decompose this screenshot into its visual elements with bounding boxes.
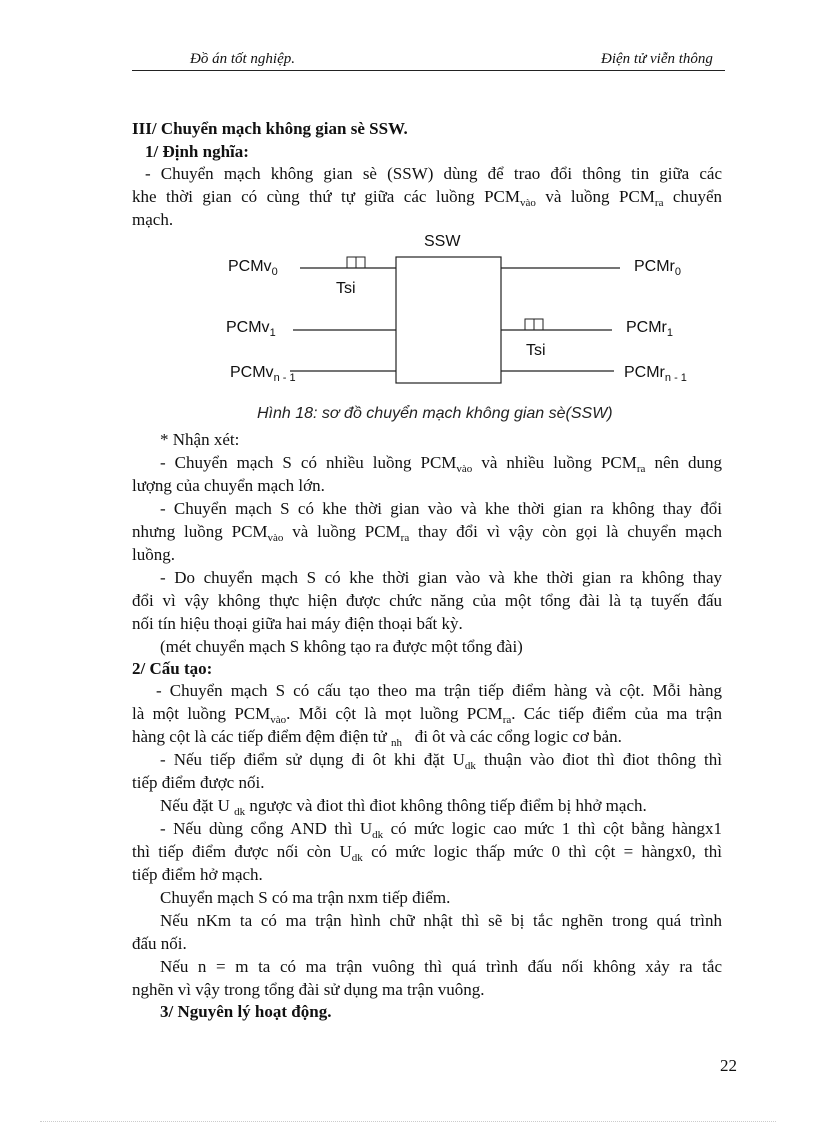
structure-line-3: hàng cột là các tiếp điểm đệm điện tử $_{nh}$ đi ôt và các cổng logic cơ bản.: [132, 727, 622, 749]
pcmr0-label: PCMr$_0$: [634, 258, 682, 278]
remark1-line-1: - Chuyển mạch S có nhiều luồng $PCM_{vào}$ và nhiều luồng $PCM_{ra}$ nên dung: [160, 453, 723, 475]
subsection-definition: 1/ Định nghĩa:: [145, 142, 249, 161]
ssw-block: [396, 257, 501, 383]
section-title: III/ Chuyển mạch không gian sè SSW.: [132, 119, 408, 138]
remark2-line-3: luồng.: [132, 545, 175, 564]
subsection-structure: 2/ Cấu tạo:: [132, 659, 213, 678]
page-number: 22: [720, 1056, 737, 1075]
timeslot-marker-output: [525, 319, 543, 330]
pcmvn-label: PCMv$_{n - 1}$: [230, 364, 296, 384]
page-bottom-rule: [40, 1121, 776, 1122]
header-left: Đồ án tốt nghiệp.: [190, 51, 295, 67]
subsection-operation: 3/ Nguyên lý hoạt động.: [160, 1002, 332, 1021]
structure-line-12: đấu nối.: [132, 934, 187, 953]
structure-line-2: là một luồng $PCM_{vào}$. Mỗi cột là mọt luồng $PCM_{ra}$. Các tiếp điểm của ma trận: [132, 704, 722, 726]
figure-caption: Hình 18: sơ đồ chuyển mạch không gian sè(SSW): [257, 405, 613, 422]
pcmr1-label: PCMr$_1$: [626, 319, 674, 339]
structure-line-10: Chuyển mạch S có ma trận nxm tiếp điểm.: [160, 888, 451, 907]
structure-line-5: tiếp điểm được nối.: [132, 773, 265, 792]
remark3-line-2: đổi vì vậy không thực hiện được chức năng của một tổng đài là tạ tuyến đấu: [132, 591, 722, 610]
structure-line-7: - Nếu dùng cổng AND thì $U_{dk}$ có mức logic cao mức 1 thì cột bằng hàngx1: [160, 819, 722, 841]
remarks-title: * Nhận xét:: [160, 430, 240, 449]
structure-line-6: Nếu đặt U $_{dk}$ ngược và điot thì điot không thông tiếp điểm bị hhở mạch.: [160, 796, 647, 818]
structure-line-13: Nếu n = m ta có ma trận vuông thì quá trình đấu nối không xảy ra tắc: [160, 957, 722, 976]
structure-line-11: Nếu nKm ta có ma trận hình chữ nhật thì sẽ bị tắc nghẽn trong quá trình: [160, 911, 722, 930]
structure-line-4: - Nếu tiếp điểm sử dụng đi ôt khi đặt $U_{dk}$ thuận vào điot thì điot thông thì: [160, 750, 723, 772]
structure-line-8: thì tiếp điểm được nối còn $U_{dk}$ có mức logic thấp mức 0 thì cột = hàngx0, thì: [132, 842, 722, 864]
pcmv0-label: PCMv$_0$: [228, 258, 278, 278]
structure-line-1: - Chuyển mạch S có cấu tạo theo ma trận tiếp điểm hàng và cột. Mỗi hàng: [156, 681, 722, 700]
def-line-2: khe thời gian có cùng thứ tự giữa các luồng $PCM_{vào}$ và luồng $PCM_{ra}$ chuyển: [132, 187, 723, 209]
remark3-line-1: - Do chuyển mạch S có khe thời gian vào và khe thời gian ra không thay: [160, 568, 722, 587]
remark2-line-2: nhưng luồng $PCM_{vào}$ và luồng $PCM_{ra}$ thay đổi vì vậy còn gọi là chuyển mạch: [132, 522, 722, 544]
timeslot-marker-input: [347, 257, 365, 268]
structure-line-9: tiếp điểm hở mạch.: [132, 865, 263, 884]
remark1-line-2: lượng của chuyển mạch lớn.: [132, 476, 325, 495]
pcmv1-label: PCMv$_1$: [226, 319, 276, 339]
remark2-line-1: - Chuyển mạch S có khe thời gian vào và khe thời gian ra không thay đổi: [160, 499, 722, 518]
tsi-label-output: Tsi: [526, 342, 546, 359]
structure-line-14: nghẽn vì vậy trong tổng đài sử dụng ma trận vuông.: [132, 980, 485, 999]
def-line-3: mạch.: [132, 210, 174, 229]
pcmrn-label: PCMr$_{n - 1}$: [624, 364, 687, 384]
def-line-1: - Chuyển mạch không gian sè (SSW) dùng để trao đổi thông tin giữa các: [145, 164, 722, 183]
remark3-line-3: nối tín hiệu thoại giữa hai máy điện thoại bất kỳ.: [132, 614, 463, 633]
remark4: (mét chuyển mạch S không tạo ra được một tổng đài): [160, 637, 523, 656]
ssw-label: SSW: [424, 233, 461, 250]
header-right: Điện tử viễn thông: [601, 51, 713, 67]
ssw-diagram: [0, 0, 816, 420]
tsi-label-input: Tsi: [336, 280, 356, 297]
